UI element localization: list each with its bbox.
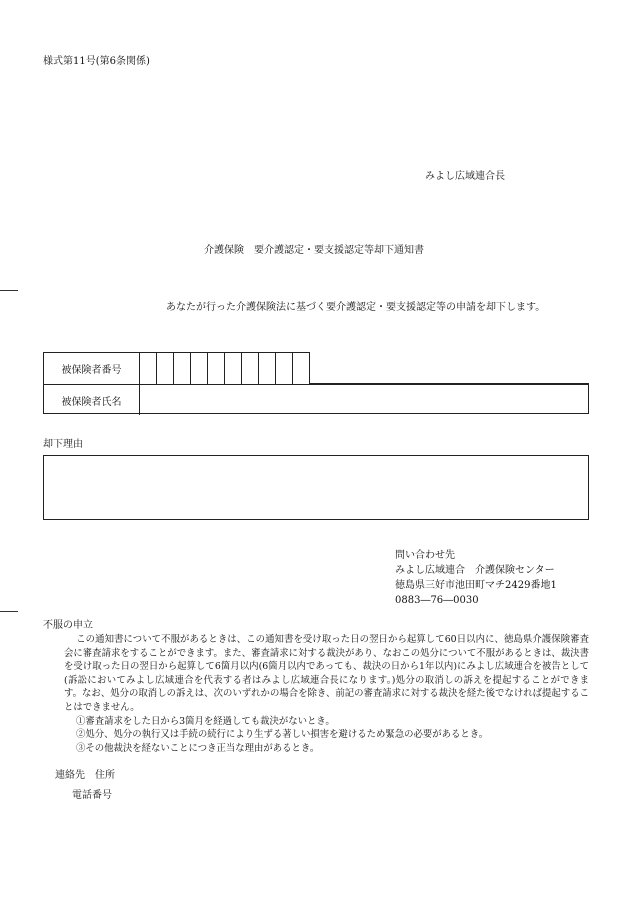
- insured-number-digit-box: [157, 353, 174, 384]
- objection-item: ①審査請求をした日から3箇月を経過しても裁決がないとき。: [76, 715, 335, 727]
- contact-address-label: 連絡先 住所: [55, 770, 115, 781]
- rejection-reason-label: 却下理由: [43, 439, 83, 450]
- rejection-statement: あなたが行った介護保険法に基づく要介護認定・要支援認定等の申請を却下します。: [166, 302, 546, 313]
- insured-number-digit-box: [174, 353, 191, 384]
- rejection-reason-box: [43, 455, 589, 520]
- insured-number-digits: [140, 353, 310, 384]
- objection-heading: 不服の申立: [43, 620, 93, 631]
- inquiry-phone: 0883―76―0030: [395, 595, 479, 606]
- table-blank-area: [310, 352, 589, 384]
- insured-name-label: 被保険者氏名: [44, 385, 140, 415]
- inquiry-heading: 問い合わせ先: [395, 550, 455, 561]
- insured-number-digit-box: [293, 353, 310, 384]
- objection-item: ②処分、処分の執行又は手続の続行により生ずる著しい損害を避けるため緊急の必要があるとき。: [76, 729, 489, 741]
- inquiry-contact-block: [395, 548, 557, 608]
- objection-body-text: この通知書について不服があるときは、この通知書を受け取った日の翌日から起算して60日以内に、徳島県介護保険審査会に審査請求をすることができます。また、審査請求に対する裁決があり、なおこの処分について不服があるときは、裁決書を受け取った日の翌日から起算して6箇月以内(6箇月以内であっても、裁決の日から1年以内)にみよし広域連合を被告として(訴訟においてみよし広域連合を代表する者はみよし広域連合長になります。)処分の取消しの訴えを提起することができます。なお、処分の取消しの訴えは、次のいずれかの場合を除き、前記の審査請求に対する裁決を経た後でなければ提起することはできません。: [64, 634, 589, 713]
- objection-section: [64, 633, 589, 755]
- insured-name-row: [44, 384, 588, 415]
- insured-number-digit-box: [276, 353, 293, 384]
- inquiry-address: 徳島県三好市池田町マチ2429番地1: [395, 580, 557, 591]
- fold-mark-top: [0, 290, 18, 291]
- insured-number-digit-box: [208, 353, 225, 384]
- objection-item: ③その他裁決を経ないことにつき正当な理由があるとき。: [76, 742, 320, 754]
- insured-number-label: 被保険者番号: [44, 353, 140, 384]
- document-title: 介護保険 要介護認定・要支援認定等却下通知書: [204, 245, 424, 256]
- issuer-name: みよし広域連合長: [425, 171, 505, 182]
- insured-number-digit-box: [225, 353, 242, 384]
- contact-phone-label: 電話番号: [72, 790, 112, 801]
- insured-name-value: [140, 385, 588, 415]
- insured-number-digit-box: [191, 353, 208, 384]
- insured-number-digit-box: [259, 353, 276, 384]
- insured-number-digit-box: [242, 353, 259, 384]
- insured-info-table: [43, 352, 589, 414]
- insured-number-digit-box: [140, 353, 157, 384]
- fold-mark-bottom: [0, 611, 18, 612]
- insured-number-row: [44, 353, 588, 384]
- inquiry-organization: みよし広域連合 介護保険センター: [395, 565, 555, 576]
- form-number: 様式第11号(第6条関係): [43, 56, 150, 67]
